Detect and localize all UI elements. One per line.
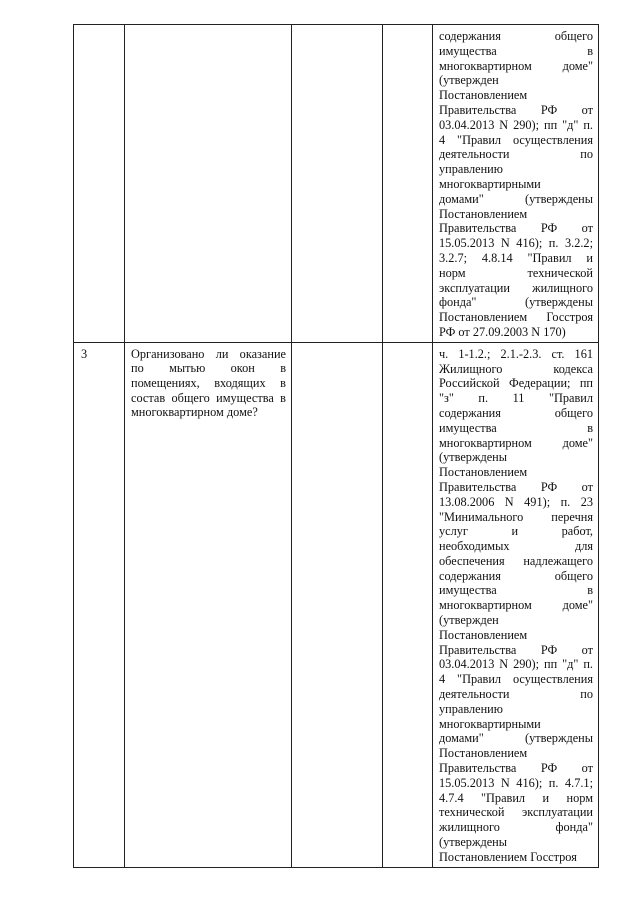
reference-line: Постановлением Госстроя [439,849,577,864]
reference-line: 03.04.2013 N 290); пп "д" п. [439,657,593,672]
reference-line: 15.05.2013 N 416); п. 3.2.2; [439,236,593,251]
reference-line: 4 "Правил осуществления [439,672,593,687]
reference-line: домами" (утверждены [439,731,593,746]
reference-line: деятельности по [439,687,593,702]
reference-line: технической эксплуатации [439,805,593,820]
question-line: помещениях, входящих в [131,375,286,390]
reference-line: многоквартирном доме" [439,435,593,450]
table-row-3 [74,342,599,867]
reference-line: 4 "Правил осуществления [439,132,593,147]
requirements-table [73,24,599,868]
reference-line: Правительства РФ от [439,102,593,117]
question-line: многоквартирном доме? [131,405,258,420]
reference-line: имущества в [439,420,593,435]
reference-line: управлению [439,701,503,716]
reference-line: услуг и работ, [439,524,593,539]
reference-line: эксплуатации жилищного [439,280,593,295]
reference-line: РФ от 27.09.2003 N 170) [439,324,566,339]
cell-col4 [383,342,433,867]
reference-line: управлению [439,162,503,177]
reference-line: Правительства РФ от [439,761,593,776]
reference-line: содержания общего [439,29,593,43]
reference-line: деятельности по [439,147,593,162]
cell-col3 [292,25,383,343]
reference-line: многоквартирном доме" [439,58,593,73]
reference-line: имущества в [439,43,593,58]
reference-line: 4.7.4 "Правил и норм [439,790,593,805]
reference-line: содержания общего [439,405,593,420]
reference-line: Жилищного кодекса [439,361,593,376]
cell-col3 [292,342,383,867]
reference-line: (утвержден [439,613,499,628]
reference-line: многоквартирном доме" [439,598,593,613]
reference-line: Постановлением [439,88,528,103]
reference-line: 3.2.7; 4.8.14 "Правил и [439,250,593,265]
reference-line: Постановлением [439,627,528,642]
reference-line: Постановлением [439,465,528,480]
reference-line: "з" п. 11 "Правил [439,391,593,406]
cell-reference [433,25,599,343]
cell-question [125,25,292,343]
reference-line: норм технической [439,265,593,280]
reference-line: фонда" (утверждены [439,295,593,310]
reference-line: необходимых для [439,539,593,554]
cell-reference [433,342,599,867]
reference-line: 15.05.2013 N 416); п. 4.7.1; [439,775,593,790]
reference-line: Постановлением Госстроя [439,310,593,325]
question-line: по мытью окон в [131,361,286,376]
reference-line: 13.08.2006 N 491); п. 23 [439,494,593,509]
cell-number: 3 [74,342,125,867]
reference-line: Российской Федерации; пп [439,376,593,391]
table-row-continued [74,25,599,343]
question-line: Организовано ли оказание [131,346,286,361]
reference-line: домами" (утверждены [439,191,593,206]
question-line: состав общего имущества в [131,390,286,405]
question-text [125,343,291,422]
reference-line: многоквартирными [439,176,541,191]
cell-col4 [383,25,433,343]
reference-line: имущества в [439,583,593,598]
reference-line: ч. 1-1.2.; 2.1.-2.3. ст. 161 [439,346,593,361]
reference-line: Правительства РФ от [439,642,593,657]
reference-line: многоквартирными [439,716,541,731]
reference-line: (утверждены [439,835,508,850]
reference-line: Правительства РФ от [439,221,593,236]
reference-line: содержания общего [439,568,593,583]
reference-line: (утверждены [439,450,508,465]
reference-text [433,25,598,342]
reference-line: Постановлением [439,746,528,761]
reference-text [433,343,598,867]
reference-line: (утвержден [439,73,499,88]
reference-line: Правительства РФ от [439,479,593,494]
reference-line: Постановлением [439,206,528,221]
reference-line: 03.04.2013 N 290); пп "д" п. [439,117,593,132]
cell-question [125,342,292,867]
reference-line: жилищного фонда" [439,820,593,835]
cell-number [74,25,125,343]
reference-line: обеспечения надлежащего [439,553,593,568]
reference-line: "Минимального перечня [439,509,593,524]
